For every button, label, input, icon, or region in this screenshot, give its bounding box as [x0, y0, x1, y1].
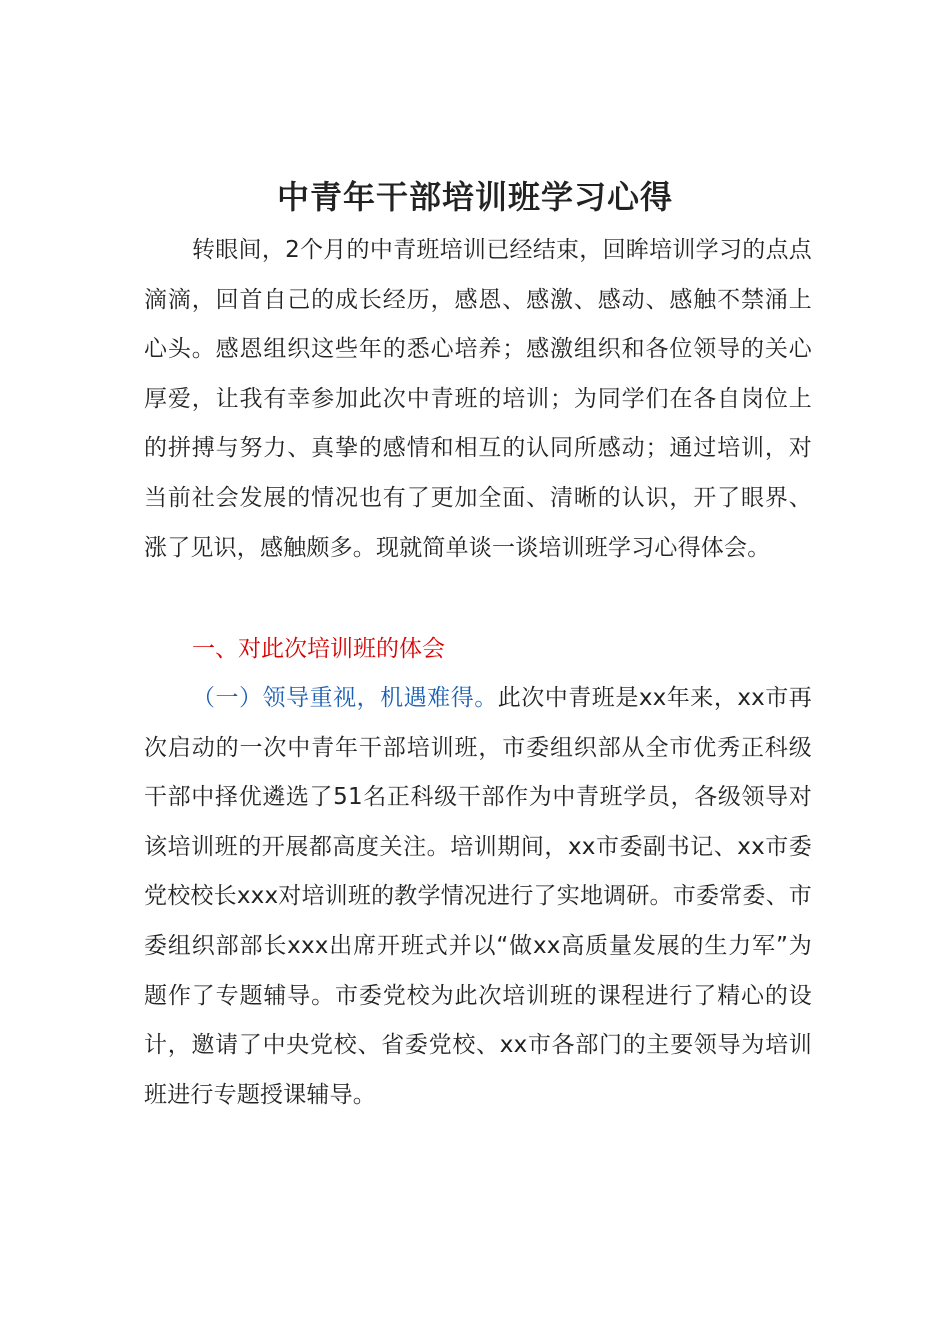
- section-heading-1: 一、对此次培训班的体会: [192, 636, 445, 662]
- paragraph-intro: 转眼间，2个月的中青班培训已经结束，回眸培训学习的点点滴滴，回首自己的成长经历，感恩、感激、感动、感触不禁涌上心头。感恩组织这些年的悉心培养；感激组织和各位领导的关心厚爱，让我有幸参加此次中青班的培训；为同学们在各自岗位上的拼搏与努力、真挚的感情和相互的认同所感动；通过培训，对当前社会发展的情况也有了更加全面、清晰的认识，开了眼界、涨了见识，感触颇多。现就简单谈一谈培训班学习心得体会。: [144, 237, 812, 561]
- paragraph-section-1-1: [144, 674, 812, 1120]
- sub-heading-1-text: 此次中青班是xx年来，xx市再次启动的一次中青年干部培训班，市委组织部从全市优秀正科级干部中择优遴选了51名正科级干部作为中青班学员，各级领导对该培训班的开展都高度关注。培训期间，xx市委副书记、xx市委党校校长xxx对培训班的教学情况进行了实地调研。市委常委、市委组织部部长xxx出席开班式并以“做xx高质量发展的生力军”为题作了专题辅导。市委党校为此次培训班的课程进行了精心的设计，邀请了中央党校、省委党校、xx市各部门的主要领导为培训班进行专题授课辅导。: [144, 685, 812, 1108]
- document-title: 中青年干部培训班学习心得: [276, 178, 673, 217]
- sub-heading-1: （一）领导重视，机遇难得。: [192, 685, 498, 711]
